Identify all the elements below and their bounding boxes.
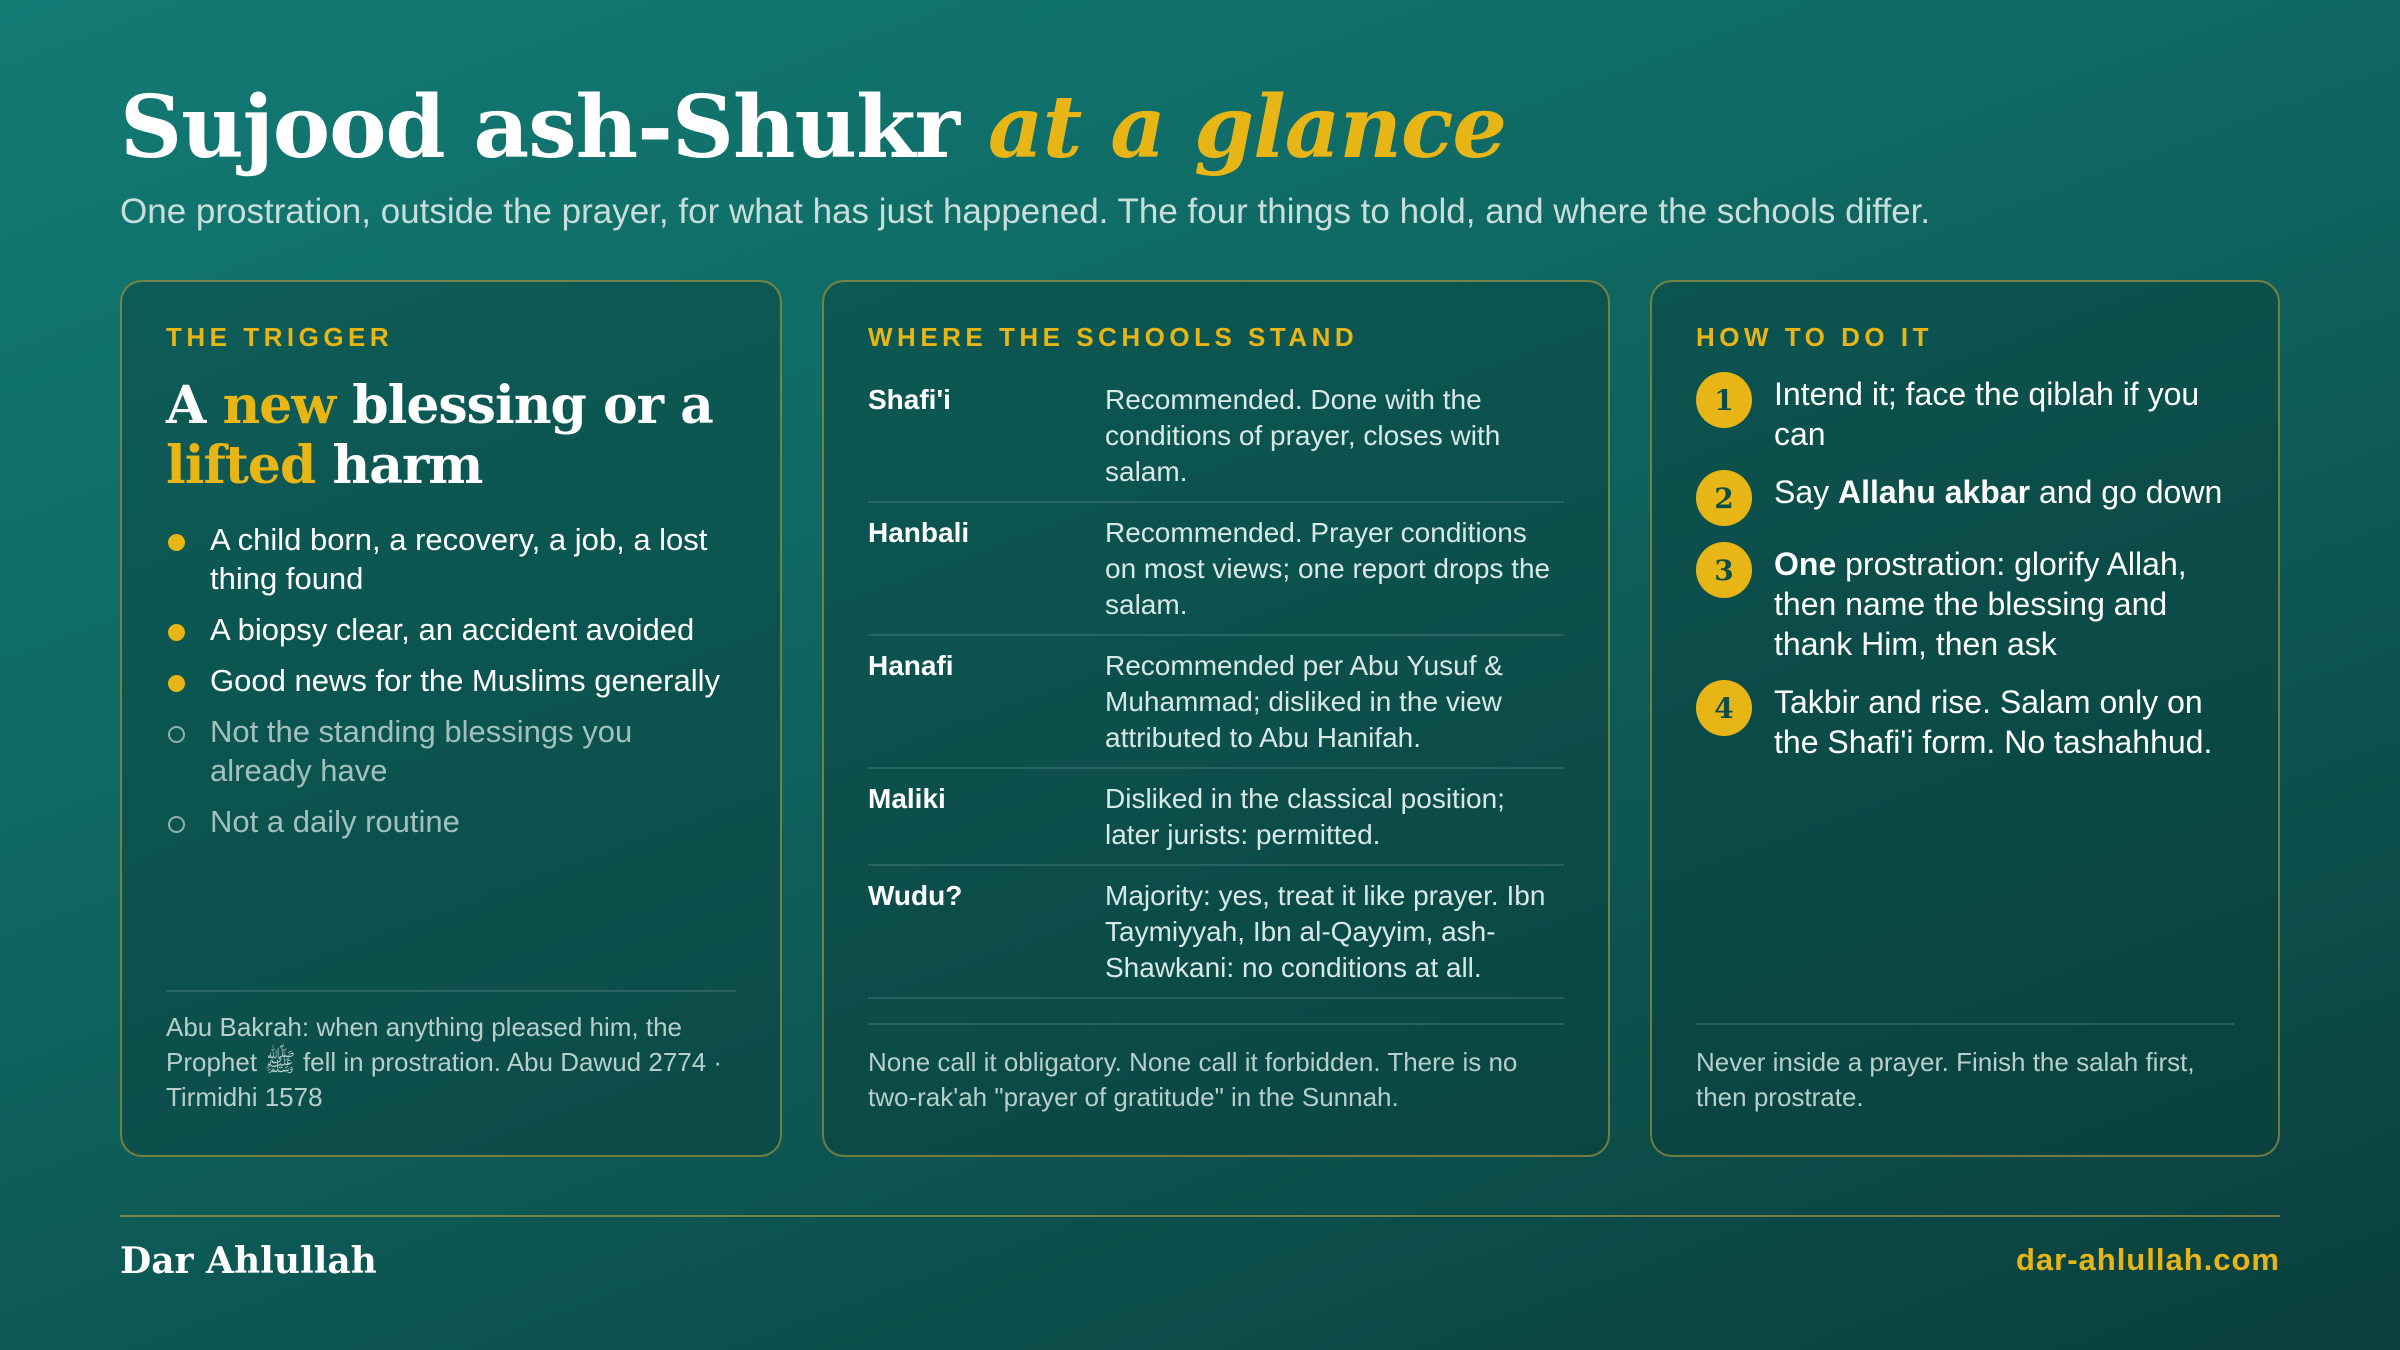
footer-divider — [120, 1215, 2280, 1217]
table-row — [868, 769, 1564, 866]
bullet-circle-icon — [168, 726, 185, 743]
heading-part: A — [166, 375, 223, 436]
site-link[interactable]: dar-ahlullah.com — [2015, 1242, 2280, 1277]
step-text — [1774, 680, 2234, 762]
step-text-part: Takbir and rise. Salam only on the Shafi'i form. No tashahhud. — [1774, 684, 2213, 760]
school-position: Recommended. Prayer conditions on most views; one report drops the salam. — [1105, 517, 1551, 620]
step-text-part: prostration: glorify Allah, then name the blessing and thank Him, then ask — [1774, 546, 2187, 662]
trigger-list — [166, 520, 736, 841]
trigger-label: THE TRIGGER — [166, 322, 394, 352]
list-item-text: Not the standing blessings you already have — [210, 714, 633, 788]
heading-part: blessing or a — [335, 375, 713, 436]
school-position: Majority: yes, treat it like prayer. Ibn Taymiyyah, Ibn al-Qayyim, ash-Shawkani: no conditions at all. — [1105, 880, 1546, 983]
heading-highlight-lifted: lifted — [166, 435, 316, 496]
page-subtitle: One prostration, outside the prayer, for what has just happened. The four things to hold, and where the schools differ. — [120, 192, 1931, 231]
list-item-text: Not a daily routine — [210, 804, 460, 839]
table-row — [868, 374, 1564, 503]
step-text-emphasis: One — [1774, 546, 1837, 582]
table-row — [868, 503, 1564, 636]
list-item-text: A child born, a recovery, a job, a lost thing found — [210, 522, 708, 596]
brand-name: Dar Ahlullah — [120, 1240, 377, 1282]
step-item — [1696, 372, 2234, 454]
schools-card — [822, 280, 1610, 1157]
step-number-badge: 3 — [1696, 542, 1752, 598]
school-position: Disliked in the classical position; later jurists: permitted. — [1105, 783, 1505, 850]
school-name: Shafi'i — [868, 384, 951, 415]
school-position: Recommended. Done with the conditions of prayer, closes with salam. — [1105, 384, 1501, 487]
step-text-part: Intend it; face the qiblah if you can — [1774, 376, 2200, 452]
bullet-dot-icon — [168, 534, 185, 551]
step-text-emphasis: Allahu akbar — [1838, 474, 2031, 510]
trigger-card — [120, 280, 782, 1157]
title-main: Sujood ash-Shukr — [120, 77, 959, 178]
list-item-text: Good news for the Muslims generally — [210, 663, 721, 698]
title-accent: at a glance — [987, 77, 1507, 178]
step-text-part: Say — [1774, 474, 1839, 510]
schools-label: WHERE THE SCHOOLS STAND — [868, 322, 1359, 352]
schools-footnote: None call it obligatory. None call it forbidden. There is no two-rak'ah "prayer of gratitude" in the Sunnah. — [868, 1023, 1564, 1115]
school-name: Hanafi — [868, 650, 954, 681]
step-text — [1774, 542, 2234, 664]
header — [120, 78, 2280, 234]
howto-footnote: Never inside a prayer. Finish the salah first, then prostrate. — [1696, 1023, 2234, 1115]
trigger-footnote: Abu Bakrah: when anything pleased him, the Prophet ﷺ fell in prostration. Abu Dawud 2774 · Tirmidhi 1578 — [166, 990, 736, 1115]
step-number-badge: 1 — [1696, 372, 1752, 428]
school-position: Recommended per Abu Yusuf & Muhammad; disliked in the view attributed to Abu Hanifah. — [1105, 650, 1503, 753]
howto-card — [1650, 280, 2280, 1157]
step-item — [1696, 470, 2234, 526]
step-item — [1696, 680, 2234, 762]
step-item — [1696, 542, 2234, 664]
bullet-circle-icon — [168, 816, 185, 833]
heading-part: harm — [315, 435, 483, 496]
list-item-text: A biopsy clear, an accident avoided — [210, 612, 695, 647]
step-text — [1774, 470, 2234, 526]
howto-label: HOW TO DO IT — [1696, 322, 1933, 352]
list-item-excluded — [166, 802, 736, 841]
school-name: Hanbali — [868, 517, 970, 548]
list-item — [166, 661, 736, 700]
heading-highlight-new: new — [222, 375, 336, 436]
step-text-part: and go down — [2030, 474, 2223, 510]
step-text — [1774, 372, 2234, 454]
trigger-heading — [166, 376, 736, 496]
school-name: Maliki — [868, 783, 946, 814]
list-item — [166, 520, 736, 598]
page-title — [120, 78, 2280, 178]
step-number-badge: 4 — [1696, 680, 1752, 736]
bullet-dot-icon — [168, 675, 185, 692]
step-number-badge: 2 — [1696, 470, 1752, 526]
bullet-dot-icon — [168, 624, 185, 641]
list-item-excluded — [166, 712, 736, 790]
school-name: Wudu? — [868, 880, 963, 911]
steps-list — [1696, 372, 2234, 762]
list-item — [166, 610, 736, 649]
table-row — [868, 866, 1564, 999]
table-row — [868, 636, 1564, 769]
schools-table — [868, 374, 1564, 999]
